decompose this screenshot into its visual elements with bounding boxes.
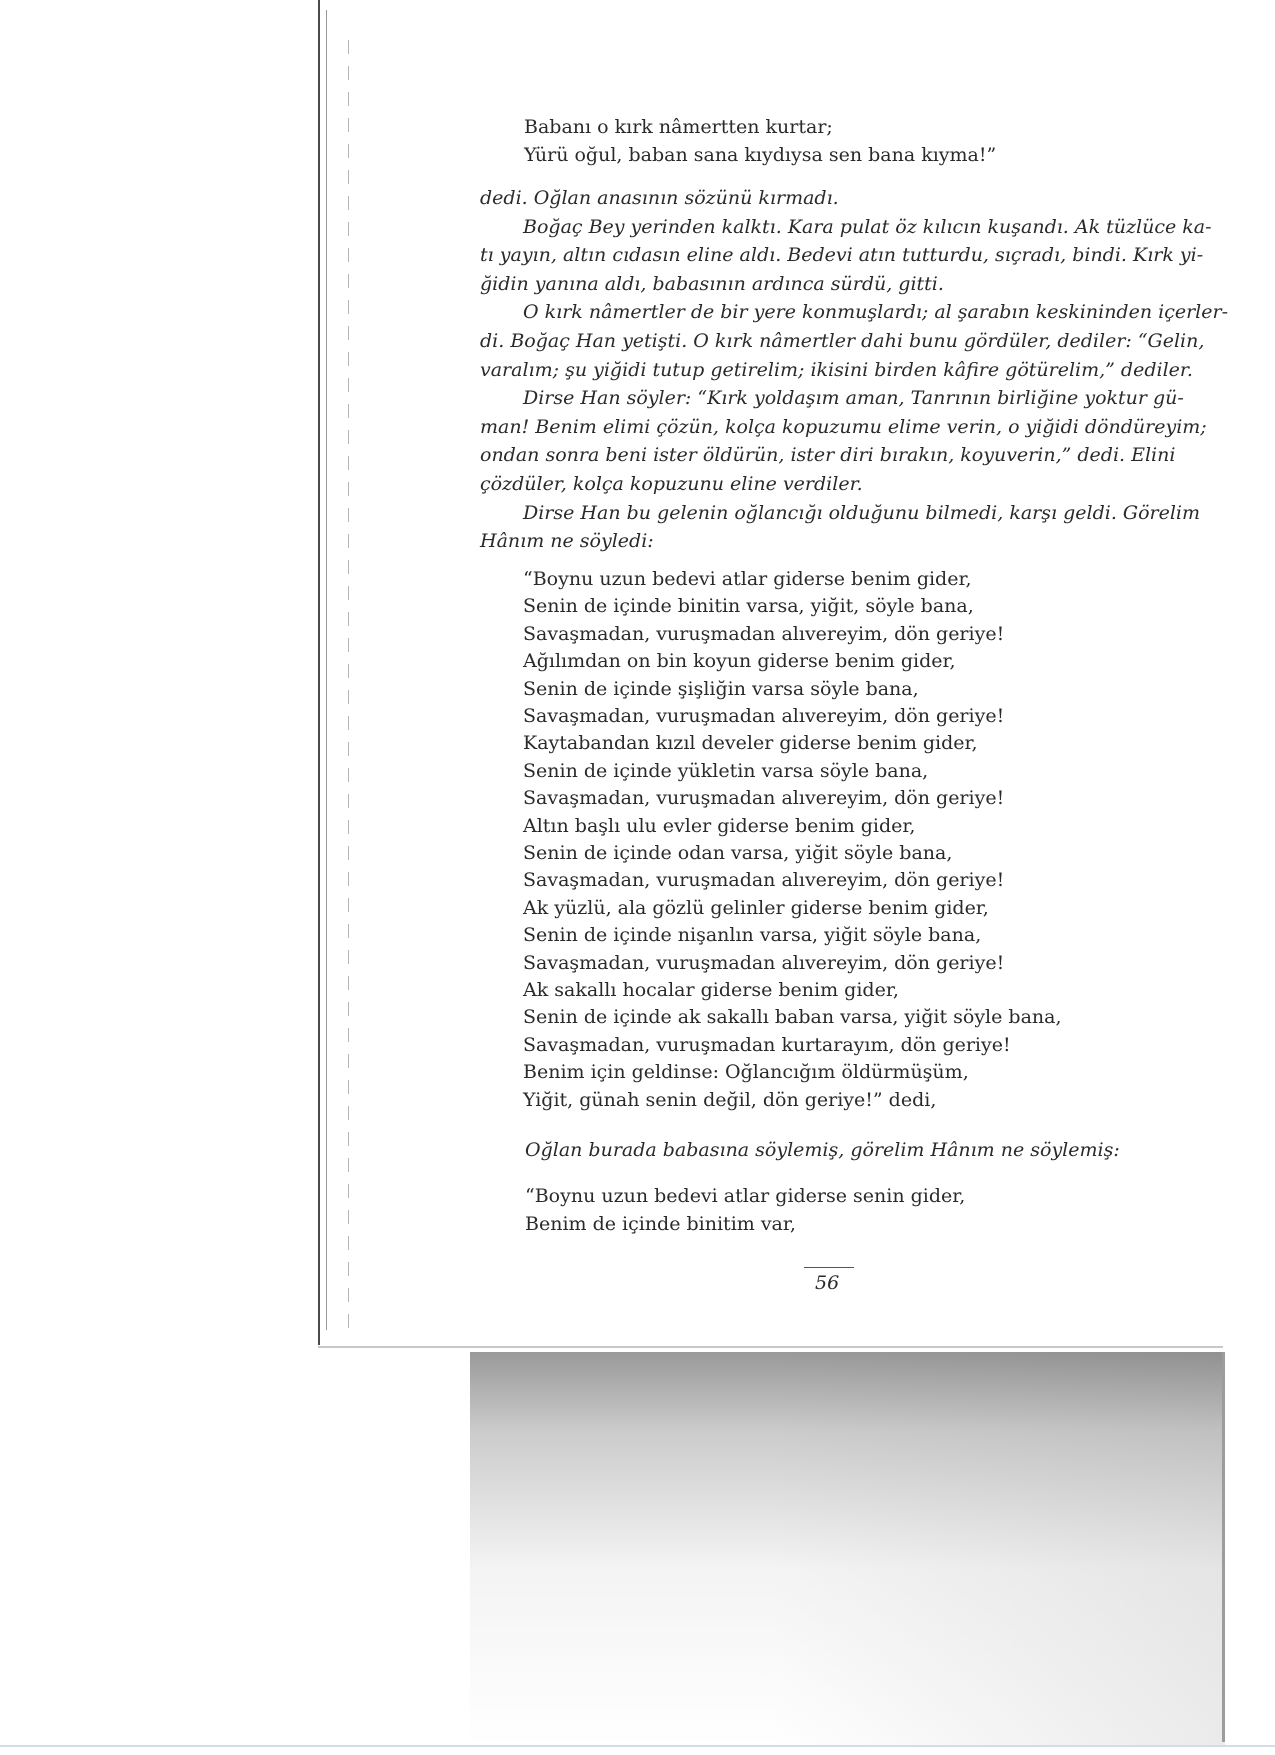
prose-line: di. Boğaç Han yetişti. O kırk nâmertler dahi bunu gördüler, dediler: “Gelin, bbox=[480, 330, 1205, 352]
prose-line: çözdüler, kolça kopuzunu eline verdiler. bbox=[480, 473, 863, 495]
poem-line: Senin de içinde yükletin varsa söyle bana, bbox=[523, 759, 929, 782]
poem-line: Savaşmadan, vuruşmadan kurtarayım, dön geriye! bbox=[523, 1033, 1011, 1056]
poem-line: Savaşmadan, vuruşmadan alıvereyim, dön geriye! bbox=[523, 705, 1005, 727]
scanner-shadow-edge bbox=[1222, 1352, 1225, 1742]
book-gutter-dashes bbox=[348, 40, 349, 1340]
poem-line: Benim için geldinse: Oğlancığım öldürmüşüm, bbox=[523, 1061, 969, 1084]
poem-line: Savaşmadan, vuruşmadan alıvereyim, dön geriye! bbox=[523, 951, 1005, 974]
prose-line: dedi. Oğlan anasının sözünü kırmadı. bbox=[480, 187, 839, 209]
prose-line: Dirse Han söyler: “Kırk yoldaşım aman, Tanrının birliğine yoktur gü- bbox=[523, 387, 1184, 410]
prose-line: tı yayın, altın cıdasın eline aldı. Bedevi atın tutturdu, sıçradı, bindi. Kırk yi- bbox=[480, 244, 1204, 267]
poem-line: “Boynu uzun bedevi atlar giderse benim gider, bbox=[523, 568, 972, 590]
verse-line: Babanı o kırk nâmertten kurtar; bbox=[524, 116, 833, 138]
verse-line: Yürü oğul, baban sana kıydıysa sen bana kıyma!” bbox=[524, 143, 997, 166]
book-gutter-shadow bbox=[326, 10, 327, 1330]
page-bottom-edge bbox=[318, 1346, 1223, 1348]
poem-line: Ak yüzlü, ala gözlü gelinler giderse benim gider, bbox=[523, 896, 989, 919]
scan-bottom-border bbox=[0, 1745, 1275, 1747]
prose-line: O kırk nâmertler de bir yere konmuşlardı; al şarabın keskininden içerler- bbox=[523, 301, 1228, 324]
prose-line: Dirse Han bu gelenin oğlancığı olduğunu bilmedi, karşı geldi. Görelim bbox=[523, 501, 1201, 524]
prose-line: Boğaç Bey yerinden kalktı. Kara pulat öz kılıcın kuşandı. Ak tüzlüce ka- bbox=[523, 215, 1212, 238]
page-number-rule bbox=[804, 1267, 854, 1268]
book-gutter-line bbox=[318, 0, 320, 1345]
poem-line: Kaytabandan kızıl develer giderse benim gider, bbox=[523, 732, 978, 755]
poem-line: Altın başlı ulu evler giderse benim gider, bbox=[523, 814, 916, 837]
poem-line: Savaşmadan, vuruşmadan alıvereyim, dön geriye! bbox=[523, 869, 1005, 892]
poem-line: Senin de içinde şişliğin varsa söyle bana, bbox=[523, 677, 919, 700]
verse-line: Benim de içinde binitim var, bbox=[525, 1212, 796, 1235]
poem-line: Senin de içinde binitin varsa, yiğit, söyle bana, bbox=[523, 595, 974, 618]
prose-line: man! Benim elimi çözün, kolça kopuzumu elime verin, o yiğidi döndüreyim; bbox=[480, 415, 1207, 438]
poem-line: Savaşmadan, vuruşmadan alıvereyim, dön geriye! bbox=[523, 622, 1005, 645]
poem-line: Senin de içinde nişanlın varsa, yiğit söyle bana, bbox=[523, 924, 982, 947]
prose-line: ondan sonra beni ister öldürün, ister diri bırakın, koyuverin,” dedi. Elini bbox=[480, 444, 1176, 467]
poem-line: Savaşmadan, vuruşmadan alıvereyim, dön geriye! bbox=[523, 787, 1005, 810]
poem-line: Ağılımdan on bin koyun giderse benim gider, bbox=[523, 650, 956, 673]
page-number: 56 bbox=[815, 1272, 840, 1294]
verse-line: “Boynu uzun bedevi atlar giderse senin gider, bbox=[525, 1185, 966, 1207]
poem-line: Yiğit, günah senin değil, dön geriye!” dedi, bbox=[523, 1088, 937, 1111]
prose-line: ğidin yanına aldı, babasının ardınca sürdü, gitti. bbox=[480, 272, 944, 295]
prose-line: Hânım ne söyledi: bbox=[480, 530, 654, 553]
poem-line: Senin de içinde odan varsa, yiğit söyle bana, bbox=[523, 842, 953, 864]
narration-line: Oğlan burada babasına söylemiş, görelim Hânım ne söylemiş: bbox=[525, 1139, 1120, 1161]
prose-line: varalım; şu yiğidi tutup getirelim; ikisini birden kâfire götürelim,” dediler. bbox=[480, 358, 1193, 381]
scanner-shadow bbox=[470, 1352, 1225, 1747]
poem-line: Ak sakallı hocalar giderse benim gider, bbox=[523, 979, 899, 1001]
poem-line: Senin de içinde ak sakallı baban varsa, yiğit söyle bana, bbox=[523, 1006, 1062, 1029]
